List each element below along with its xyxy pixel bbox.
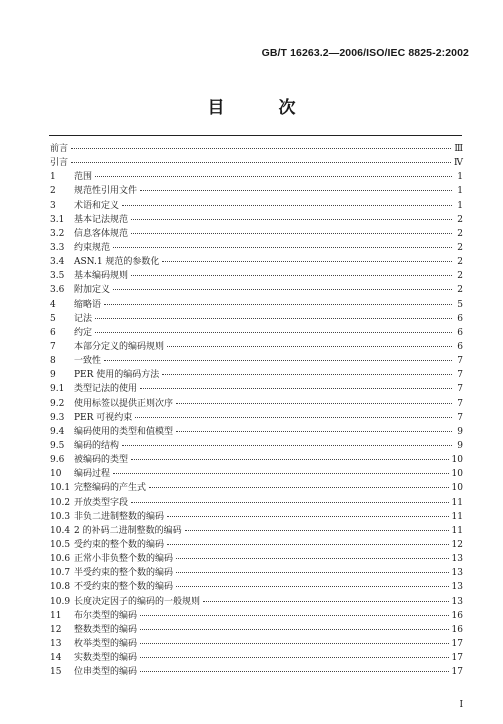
toc-entry[interactable] [50,199,463,213]
toc-entry-number: 14 [50,653,62,664]
toc-entry[interactable] [50,142,463,156]
toc-entry[interactable] [50,326,463,340]
toc-entry-page: 2 [457,214,463,225]
toc-entry[interactable] [50,411,463,425]
toc-entry-number: 10.7 [50,568,71,579]
toc-entry-page: 2 [457,257,463,268]
dot-leader [95,176,452,177]
toc-entry-number: 9.3 [50,412,65,423]
toc-entry[interactable] [50,665,463,679]
page-number: I [459,700,463,710]
toc-entry-number: 9 [50,370,56,381]
dot-leader [167,516,449,517]
toc-entry[interactable] [50,566,463,580]
toc-entry-number: 3.3 [50,242,65,253]
toc-entry-page: 2 [457,228,463,239]
toc-entry-number: 3.6 [50,285,65,296]
toc-entry-title: PER 使用的编码方法 [74,370,160,381]
toc-entry-page: 10 [451,483,463,494]
toc-entry-page: 7 [457,412,463,423]
toc-entry[interactable] [50,538,463,552]
toc-entry-page: 9 [457,426,463,437]
toc-entry[interactable] [50,227,463,241]
toc-entry-number: 9.4 [50,426,65,437]
dot-leader [113,473,449,474]
toc-entry[interactable] [50,637,463,651]
toc-entry[interactable] [50,467,463,481]
toc-entry-number: 1 [50,172,56,183]
toc-entry[interactable] [50,170,463,184]
dot-leader [167,544,449,545]
toc-entry-page: Ⅲ [454,144,463,154]
toc-entry[interactable] [50,354,463,368]
toc-entry-title: ASN.1 规范的参数化 [74,257,160,268]
toc-entry-page: 10 [451,469,463,480]
toc-entry-page: 16 [451,624,463,635]
toc-entry-number: 10.1 [50,483,71,494]
toc-entry-title: 位串类型的编码 [74,667,138,678]
toc-entry-title: 范围 [74,172,93,183]
toc-entry-page: 6 [457,313,463,324]
toc-entry-title: 受约束的整个数的编码 [74,539,165,550]
toc-entry-page: 11 [451,525,463,536]
toc-entry-number: 10.3 [50,511,71,522]
toc-entry[interactable] [50,552,463,566]
toc-entry-page: Ⅳ [454,158,463,169]
toc-entry-title: PER 可视约束 [74,412,133,423]
toc-entry-title: 编码使用的类型和值模型 [74,426,174,437]
toc-entry-page: 7 [457,356,463,367]
toc-entry-page: 13 [451,596,463,607]
toc-entry-title: 一致性 [74,356,102,367]
toc-entry-title: 记法 [74,313,93,324]
toc-entry-number: 2 [50,186,56,197]
toc-entry-number: 15 [50,667,62,678]
toc-entry-number: 5 [50,313,56,324]
dot-leader [176,572,449,573]
dot-leader [122,205,452,206]
dot-leader [104,304,452,305]
dot-leader [203,601,449,602]
dot-leader [167,346,452,347]
toc-entry-page: 6 [457,341,463,352]
toc-entry-title: 开放类型字段 [74,497,129,508]
toc-entry[interactable] [50,439,463,453]
dot-leader [140,615,449,616]
toc-entry-page: 9 [457,440,463,451]
dot-leader [131,275,452,276]
toc-entry[interactable] [50,382,463,396]
toc-entry[interactable] [50,481,463,495]
toc-entry-page: 1 [457,172,463,183]
toc-entry-number: 13 [50,638,62,649]
toc-entry-title: 布尔类型的编码 [74,610,138,621]
toc-entry[interactable] [50,340,463,354]
toc-entry-title: 完整编码的产生式 [74,483,147,494]
toc-entry-page: 17 [451,653,463,664]
toc-entry-number: 10.8 [50,582,71,593]
dot-leader [122,445,452,446]
toc-entry-number: 10.5 [50,539,71,550]
toc-entry-title: 半受约束的整个数的编码 [74,568,174,579]
toc-entry-page: 2 [457,271,463,282]
toc-entry-title: 整数类型的编码 [74,624,138,635]
dot-leader [140,629,449,630]
toc-entry[interactable] [50,623,463,637]
toc-entry-title: 基本记法规范 [74,214,129,225]
toc-entry[interactable] [50,453,463,467]
dot-leader [140,388,452,389]
toc-entry-title: 约束规范 [74,242,111,253]
toc-entry-page: 1 [457,186,463,197]
toc-entry-page: 6 [457,327,463,338]
toc-entry-title: 本部分定义的编码规则 [74,341,165,352]
toc-entry-page: 2 [457,242,463,253]
toc-entry[interactable] [50,368,463,382]
toc-entry[interactable] [50,580,463,594]
toc-entry-page: 7 [457,384,463,395]
toc-entry[interactable] [50,595,463,609]
toc-entry-page: 13 [451,582,463,593]
toc-entry-title: 非负二进制整数的编码 [74,511,165,522]
toc-entry[interactable] [50,283,463,297]
toc-entry-number: 10 [50,469,62,480]
dot-leader [140,643,449,644]
toc-entry-page: 2 [457,285,463,296]
toc-entry[interactable] [50,496,463,510]
toc-entry[interactable] [50,255,463,269]
toc-entry-number: 10.4 [50,525,71,536]
toc-entry[interactable] [50,298,463,312]
toc-entry[interactable] [50,397,463,411]
dot-leader [113,289,452,290]
toc-entry-page: 11 [451,497,463,508]
toc-entry-page: 17 [451,667,463,678]
dot-leader [162,261,452,262]
toc-entry[interactable] [50,269,463,283]
toc-entry-number: 8 [50,356,56,367]
toc-entry-number: 9.5 [50,440,65,451]
dot-leader [162,374,452,375]
toc-entry[interactable] [50,609,463,623]
toc-entry-title: 信息客体规范 [74,228,129,239]
toc-entry-title: 规范性引用文件 [74,186,138,197]
toc-entry[interactable] [50,425,463,439]
toc-entry-title: 基本编码规则 [74,271,129,282]
toc-entry-page: 5 [457,299,463,310]
toc-entry[interactable] [50,312,463,326]
dot-leader [176,586,449,587]
toc-entry-page: 11 [451,511,463,522]
dot-leader [131,459,449,460]
toc-entry-page: 13 [451,568,463,579]
toc-entry-number: 3.1 [50,214,65,225]
toc-entry[interactable] [50,524,463,538]
table-of-contents [50,142,463,679]
toc-entry-number: 3.2 [50,228,65,239]
toc-entry[interactable] [50,184,463,198]
title-divider [49,135,462,136]
toc-entry-page: 13 [451,554,463,565]
dot-leader [176,558,449,559]
toc-entry-title: 编码的结构 [74,440,120,451]
toc-entry-number: 10.2 [50,497,71,508]
toc-entry-title: 使用标签以提供正则次序 [74,398,174,409]
toc-entry[interactable] [50,651,463,665]
page-title: 目 次 [207,98,320,118]
dot-leader [131,502,449,503]
dot-leader [176,403,452,404]
toc-entry-page: 7 [457,398,463,409]
toc-entry-number: 3 [50,200,56,211]
toc-entry-number: 11 [50,610,62,621]
toc-entry-number: 7 [50,341,56,352]
dot-leader [131,219,452,220]
toc-entry-title: 不受约束的整个数的编码 [74,582,174,593]
dot-leader [185,530,449,531]
toc-entry-number: 引言 [50,158,69,169]
toc-entry-number: 12 [50,624,62,635]
toc-entry-number: 10.9 [50,596,71,607]
toc-entry-title: 编码过程 [74,469,111,480]
toc-entry-number: 3.5 [50,271,65,282]
toc-entry-page: 16 [451,610,463,621]
toc-entry-title: 类型记法的使用 [74,384,138,395]
toc-entry[interactable] [50,241,463,255]
toc-entry[interactable] [50,213,463,227]
toc-entry-number: 3.4 [50,257,65,268]
toc-entry[interactable] [50,156,463,170]
toc-entry[interactable] [50,510,463,524]
toc-entry-page: 1 [457,200,463,211]
dot-leader [140,657,449,658]
dot-leader [104,360,452,361]
toc-entry-page: 12 [451,539,463,550]
toc-entry-title: 附加定义 [74,285,111,296]
toc-entry-number: 前言 [50,144,69,154]
dot-leader [176,431,452,432]
toc-entry-number: 6 [50,327,56,338]
dot-leader [71,162,451,163]
toc-entry-number: 9.6 [50,455,65,466]
toc-entry-number: 9.1 [50,384,65,395]
toc-entry-title: 枚举类型的编码 [74,638,138,649]
standard-code-header: GB/T 16263.2—2006/ISO/IEC 8825-2:2002 [261,47,469,59]
toc-entry-number: 10.6 [50,554,71,565]
toc-entry-title: 约定 [74,327,93,338]
dot-leader [113,247,452,248]
dot-leader [71,148,451,149]
dot-leader [149,487,449,488]
dot-leader [131,233,452,234]
toc-entry-title: 实数类型的编码 [74,653,138,664]
dot-leader [95,318,452,319]
toc-entry-number: 4 [50,299,56,310]
toc-entry-title: 正常小非负整个数的编码 [74,554,174,565]
dot-leader [140,190,452,191]
dot-leader [140,671,449,672]
dot-leader [135,417,452,418]
toc-entry-title: 术语和定义 [74,200,120,211]
toc-entry-page: 7 [457,370,463,381]
toc-entry-page: 17 [451,638,463,649]
toc-entry-page: 10 [451,455,463,466]
toc-entry-number: 9.2 [50,398,65,409]
toc-entry-title: 长度决定因子的编码的一般规则 [74,596,201,607]
dot-leader [95,332,452,333]
toc-entry-title: 被编码的类型 [74,455,129,466]
toc-entry-title: 2 的补码二进制整数的编码 [74,525,182,536]
toc-entry-title: 缩略语 [74,299,102,310]
